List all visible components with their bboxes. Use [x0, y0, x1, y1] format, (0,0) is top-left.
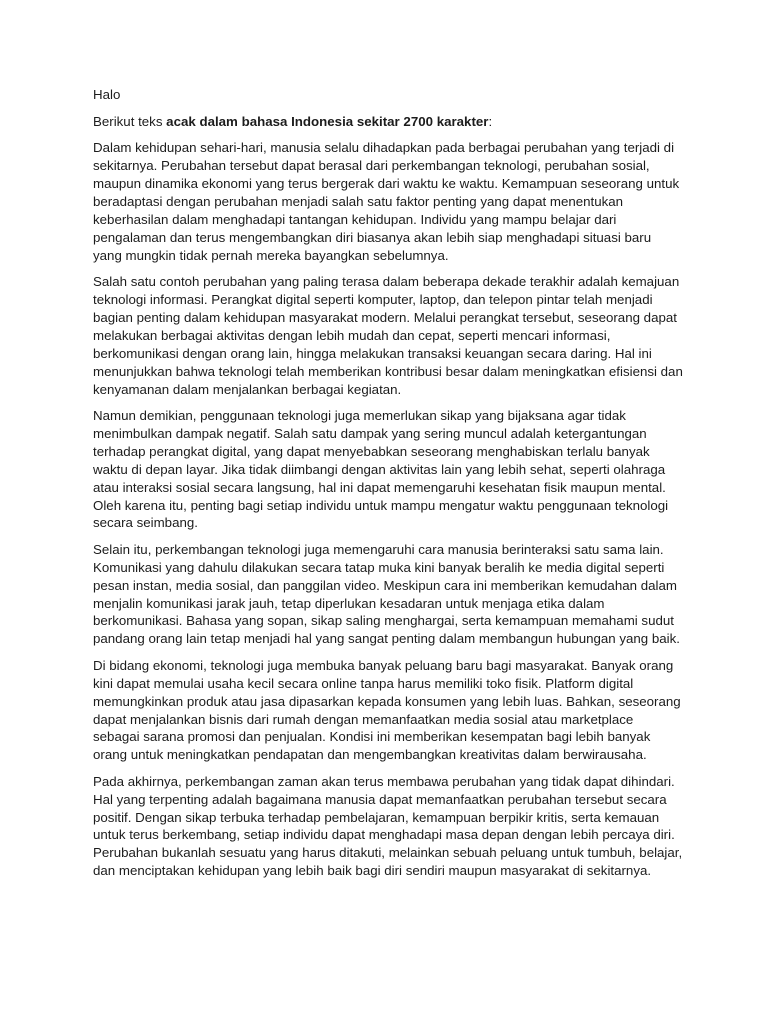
intro-text: [93, 113, 683, 131]
intro-bold: acak dalam bahasa Indonesia sekitar 2700 karakter: [166, 113, 489, 129]
document-page: [93, 86, 683, 889]
intro-prefix: Berikut teks: [93, 113, 167, 129]
paragraph-5: Di bidang ekonomi, teknologi juga membuka banyak peluang baru bagi masyarakat. Banyak orang kini dapat memulai usaha kecil secara online tanpa harus memiliki toko fisik. Platform digital memungkinkan produk atau jasa dipasarkan kepada konsumen yang lebih luas. Bahkan, seseorang dapat menjalankan bisnis dari rumah dengan memanfaatkan media sosial atau marketplace sebagai sarana promosi dan penjualan. Kondisi ini memberikan kesempatan bagi lebih banyak orang untuk meningkatkan pendapatan dan mengembangkan kreativitas dalam berwirausaha.: [93, 657, 681, 763]
paragraph-1: Dalam kehidupan sehari-hari, manusia selalu dihadapkan pada berbagai perubahan yang terjadi di sekitarnya. Perubahan tersebut dapat berasal dari perkembangan teknologi, perubahan sosial, maupun dinamika ekonomi yang terus bergerak dari waktu ke waktu. Kemampuan seseorang untuk beradaptasi dengan perubahan menjadi salah satu faktor penting yang dapat menentukan keberhasilan dalam menghadapi tantangan kehidupan. Individu yang mampu belajar dari pengalaman dan terus mengembangkan diri biasanya akan lebih siap menghadapi situasi baru yang mungkin tidak pernah mereka bayangkan sebelumnya.: [93, 140, 680, 263]
paragraph-2: Salah satu contoh perubahan yang paling terasa dalam beberapa dekade terakhir adalah kemajuan teknologi informasi. Perangkat digital seperti komputer, laptop, dan telepon pintar telah menjadi bagian penting dalam kehidupan masyarakat modern. Melalui perangkat tersebut, seseorang dapat melakukan berbagai aktivitas dengan lebih mudah dan cepat, seperti mencari informasi, berkomunikasi dengan orang lain, hingga melakukan transaksi keuangan secara daring. Hal ini menunjukkan bahwa teknologi telah memberikan kontribusi besar dalam meningkatkan efisiensi dan kenyamanan dalam menjalankan berbagai kegiatan.: [93, 274, 683, 397]
intro-suffix: :: [488, 113, 493, 129]
paragraph-3: Namun demikian, penggunaan teknologi juga memerlukan sikap yang bijaksana agar tidak menimbulkan dampak negatif. Salah satu dampak yang sering muncul adalah ketergantungan terhadap perangkat digital, yang dapat menyebabkan seseorang menghabiskan terlalu banyak waktu di depan layar. Jika tidak diimbangi dengan aktivitas lain yang lebih sehat, seperti olahraga atau interaksi sosial secara langsung, hal ini dapat memengaruhi kesehatan fisik maupun mental. Oleh karena itu, penting bagi setiap individu untuk mampu mengatur waktu penggunaan teknologi secara seimbang.: [93, 408, 669, 531]
greeting-text: Halo: [93, 87, 121, 102]
paragraph-6: Pada akhirnya, perkembangan zaman akan terus membawa perubahan yang tidak dapat dihindari. Hal yang terpenting adalah bagaimana manusia dapat memanfaatkan perubahan tersebut secara positif. Dengan sikap terbuka terhadap pembelajaran, kemampuan berpikir kritis, serta kemauan untuk terus berkembang, setiap individu dapat menghadapi masa depan dengan lebih percaya diri. Perubahan bukanlah sesuatu yang harus ditakuti, melainkan sebuah peluang untuk tumbuh, belajar, dan menciptakan kehidupan yang lebih baik bagi diri sendiri maupun masyarakat di sekitarnya.: [93, 773, 683, 879]
paragraph-4: Selain itu, perkembangan teknologi juga memengaruhi cara manusia berinteraksi satu sama lain. Komunikasi yang dahulu dilakukan secara tatap muka kini banyak beralih ke media digital seperti pesan instan, media sosial, dan panggilan video. Meskipun cara ini memberikan kemudahan dalam menjalin komunikasi jarak jauh, tetap diperlukan kesadaran untuk menjaga etika dalam berkomunikasi. Bahasa yang sopan, sikap saling menghargai, serta kemampuan memahami sudut pandang orang lain tetap menjadi hal yang sangat penting dalam membangun hubungan yang baik.: [93, 541, 680, 647]
